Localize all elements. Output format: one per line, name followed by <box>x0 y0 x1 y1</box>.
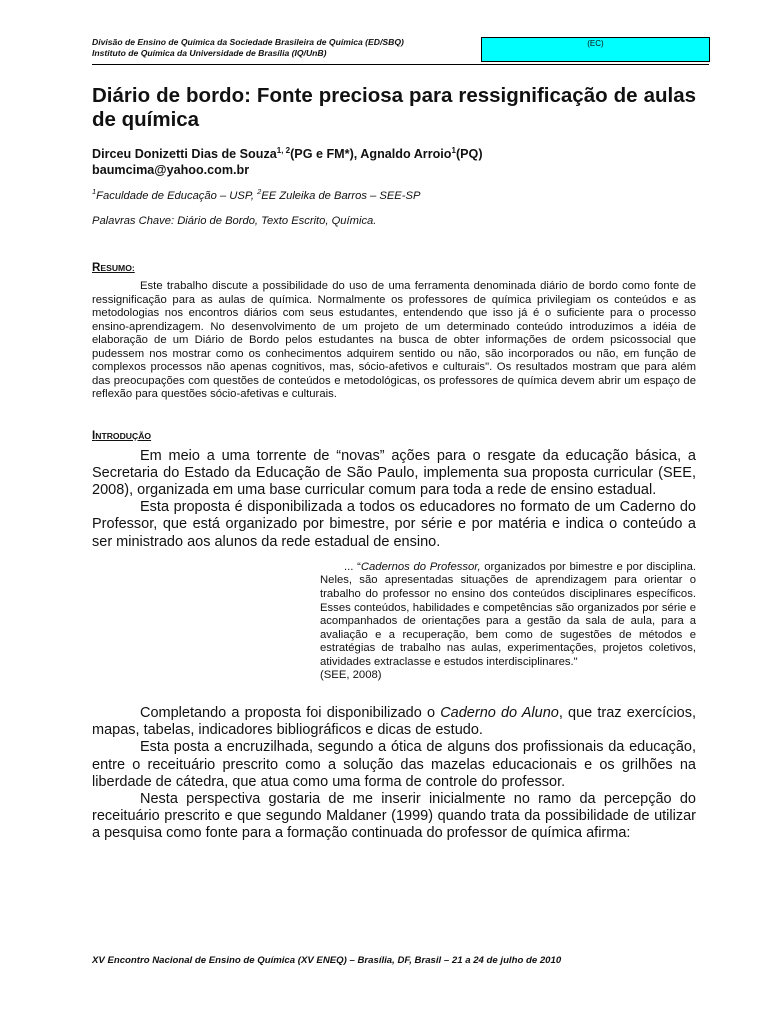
page-header <box>92 37 712 59</box>
intro-heading <box>92 428 696 443</box>
p3-part-a: Completando a proposta foi disponibilizado o <box>140 705 441 722</box>
intro-paragraph-5: Nesta perspectiva gostaria de me inserir inicialmente no ramo da percepção do receituário prescrito e que segundo Maldaner (1999) quando trata da possibilidade de utilizar a pesquisa como fonte para a formação continuada do professor de química afirma: <box>92 791 696 842</box>
resumo-heading <box>92 260 696 275</box>
keywords: Palavras Chave: Diário de Bordo, Texto Escrito, Química. <box>92 215 377 227</box>
intro-paragraph-3 <box>92 705 696 739</box>
quote-text <box>320 561 696 670</box>
paper-body <box>92 84 696 843</box>
quote-italic: Cadernos do Professor, <box>360 560 481 573</box>
author-2-affil-sup: 1 <box>451 146 456 155</box>
intro-paragraph-1: Em meio a uma torrente de “novas” ações para o resgate da educação básica, a Secretaria do Estado da Educação de São Paulo, implementa sua proposta curricular (SEE, 2008), organizada em uma base curricular comum para toda a rede de ensino estadual. <box>92 447 696 498</box>
author-2-role: (PQ) <box>455 147 483 161</box>
header-line-1: Divisão de Ensino de Química da Sociedade Brasileira de Química (ED/SBQ) <box>92 37 404 47</box>
affil-sup-2: 2 <box>257 187 262 196</box>
author-1-name: Dirceu Donizetti Dias de Souza <box>92 147 277 161</box>
author-email: baumcima@yahoo.com.br <box>92 163 250 177</box>
header-line-2: Instituto de Química da Universidade de Brasília (IQ/UnB) <box>92 48 327 58</box>
page-footer: XV Encontro Nacional de Ensino de Química (XV ENEQ) – Brasília, DF, Brasil – 21 a 24 de julho de 2010 <box>92 955 562 966</box>
resumo-heading-cap: R <box>92 261 101 274</box>
author-line <box>92 146 696 162</box>
p3-italic: Caderno do Aluno <box>440 705 559 722</box>
authors <box>92 146 696 178</box>
author-1-affil-sup: 1, 2 <box>276 146 291 155</box>
p3-part-b: , que traz exercícios, mapas, tabelas, indicadores bibliográficos e dicas de estudo. <box>92 705 696 739</box>
intro-heading-rest: NTRODUÇÃO <box>95 430 152 441</box>
area-code-box: (EC) <box>481 37 710 62</box>
resumo-heading-rest: ESUMO: <box>100 263 135 273</box>
block-quote <box>320 561 696 683</box>
quote-body: organizados por bimestre e por disciplina. Neles, são apresentadas situações de aprendizagem para orientar o trabalho do professor no ensino dos conteúdos disciplinares específicos. Esses conteúdos, habilidades e competências são organizados por série e acompanhados de orientações para a gestão da sala de aula, para a avaliação e a recuperação, bem como de sugestões de métodos e estratégias de trabalho nas aulas, experimentações, projetos coletivos, atividades extraclasse e estudos interdisciplinares." <box>320 560 696 668</box>
affil-sup-1: 1 <box>92 187 97 196</box>
affiliations <box>92 189 696 203</box>
paper-title: Diário de bordo: Fonte preciosa para ressignificação de aulas de química <box>92 84 696 131</box>
resumo-text: Este trabalho discute a possibilidade do uso de uma ferramenta denominada diário de bordo como fonte de ressignificação para as aulas de química. Normalmente os professores de química privilegiam os conteúdos e as metodologias nos encontros diários com seus estudantes, entendendo que isso já é o suficiente para o processo ensino-aprendizagem. No desenvolvimento de um projeto de um determinado conteúdo introduzimos a idéia de elaboração de um Diário de Bordo pelos estudantes na busca de obter informações de ordem psicossocial que pudessem nos mostrar como os conhecimentos adquirem sentido ou não, são incorporados ou não, em função de complexos processos não apenas cognitivos, mas, sócio-afetivos e culturais". Os resultados mostram que para além das preocupações com questões de conteúdos e metodológicas, os professores de química devem abrir um espaço de reflexão para questões sócio-afetivas e culturais. <box>92 280 696 400</box>
header-divider <box>92 64 709 65</box>
intro-heading-cap: I <box>92 428 96 442</box>
author-1-role: (PG e FM*), Agnaldo Arroio <box>290 147 452 161</box>
intro-paragraph-2: Esta proposta é disponibilizada a todos os educadores no formato de um Caderno do Professor, que está organizado por bimestre, por série e por matéria e indica o conteúdo a ser ministrado aos alunos da rede estadual de ensino. <box>92 499 696 550</box>
quote-lead: ... “ <box>344 560 361 573</box>
affil-1: Faculdade de Educação – USP, <box>96 190 258 202</box>
quote-source: (SEE, 2008) <box>320 669 382 682</box>
affil-2: EE Zuleika de Barros – SEE-SP <box>261 190 421 202</box>
intro-paragraph-4: Esta posta a encruzilhada, segundo a ótica de alguns dos profissionais da educação, entre o receituário prescrito como a solução das mazelas educacionais e os grilhões na liberdade de cátedra, que atua como uma forma de controle do professor. <box>92 739 696 790</box>
